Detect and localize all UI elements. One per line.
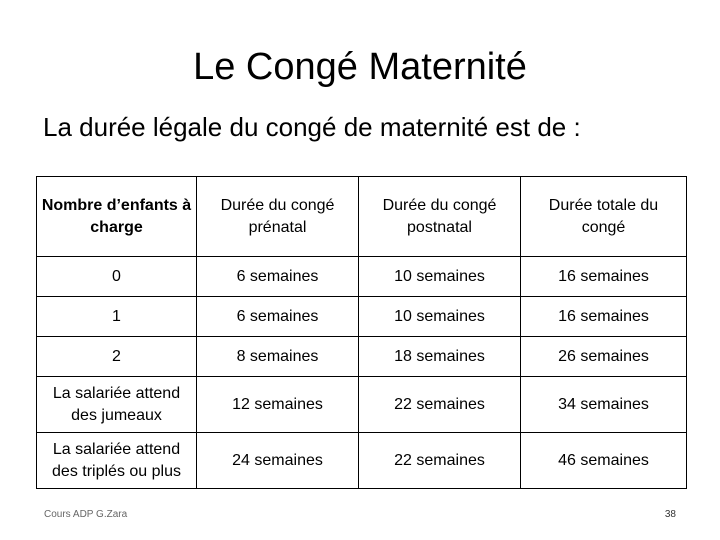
page-number: 38 [664, 509, 676, 520]
footer-credit: Cours ADP G.Zara [44, 509, 128, 520]
table-row [37, 433, 687, 489]
table-row [37, 377, 687, 433]
table-cell: La salariée attend des jumeaux [37, 377, 197, 433]
table-cell: 24 semaines [197, 433, 359, 489]
header-total-duration: Durée totale du congé [521, 177, 687, 257]
table-cell: 2 [37, 337, 197, 377]
table-cell: 16 semaines [521, 297, 687, 337]
table-row [37, 337, 687, 377]
header-prenatal-duration: Durée du congé prénatal [197, 177, 359, 257]
table-cell: La salariée attend des triplés ou plus [37, 433, 197, 489]
table-cell: 10 semaines [359, 257, 521, 297]
table-cell: 0 [37, 257, 197, 297]
table-cell: 10 semaines [359, 297, 521, 337]
table-cell: 16 semaines [521, 257, 687, 297]
table-cell: 22 semaines [359, 377, 521, 433]
page-subtitle: La durée légale du congé de maternité est de : [43, 112, 581, 142]
header-children-count: Nombre d’enfants à charge [37, 177, 197, 257]
table-header-row [37, 177, 687, 257]
table-row [37, 297, 687, 337]
header-postnatal-duration: Durée du congé postnatal [359, 177, 521, 257]
table-cell: 46 semaines [521, 433, 687, 489]
table-row [37, 257, 687, 297]
maternity-leave-table [36, 176, 687, 489]
table-cell: 6 semaines [197, 297, 359, 337]
table-cell: 18 semaines [359, 337, 521, 377]
table-cell: 34 semaines [521, 377, 687, 433]
table-cell: 26 semaines [521, 337, 687, 377]
table-cell: 6 semaines [197, 257, 359, 297]
page-title: Le Congé Maternité [193, 46, 527, 88]
table-cell: 22 semaines [359, 433, 521, 489]
table-cell: 8 semaines [197, 337, 359, 377]
table-cell: 1 [37, 297, 197, 337]
table-cell: 12 semaines [197, 377, 359, 433]
